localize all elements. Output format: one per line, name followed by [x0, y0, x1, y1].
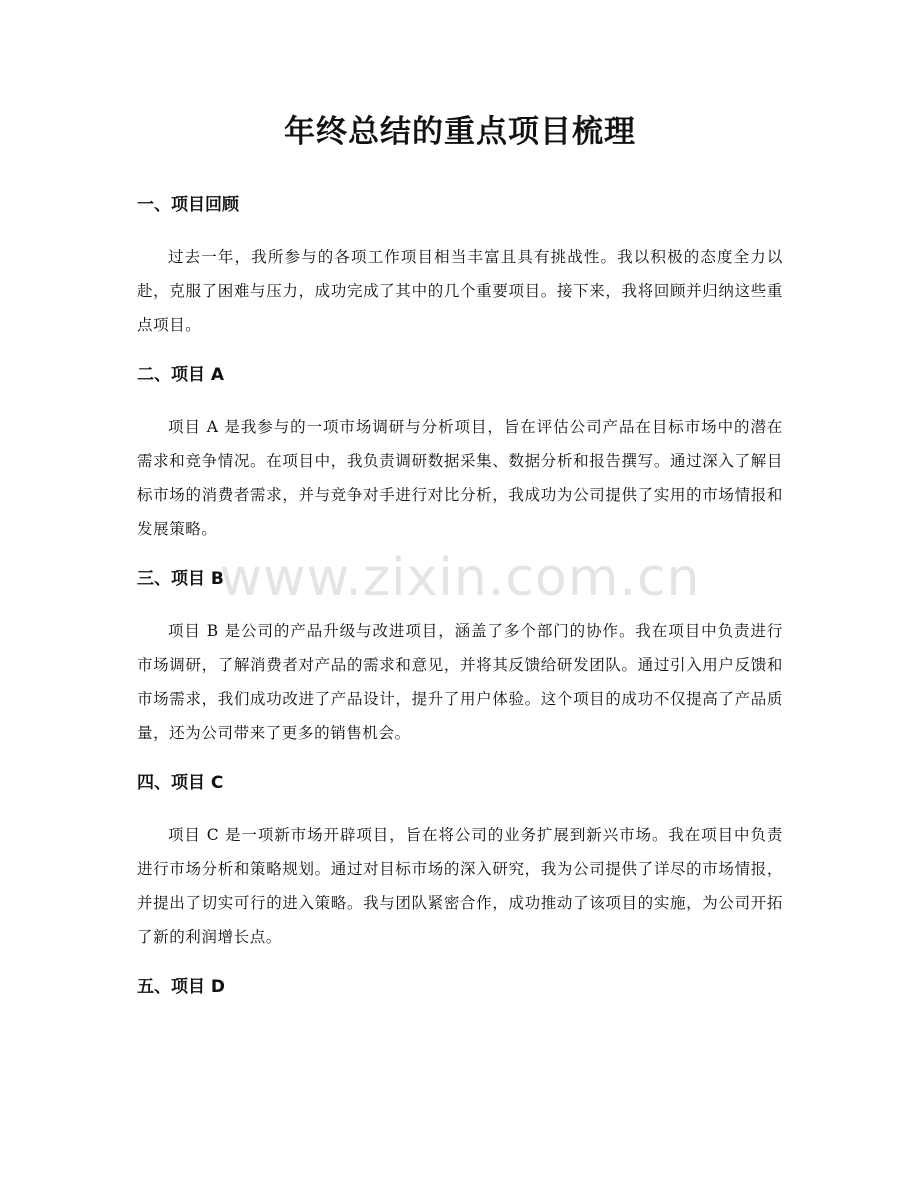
section-heading: 一、项目回顾: [137, 195, 239, 215]
section-project-d: [137, 974, 783, 1000]
document-title: 年终总结的重点项目梳理: [284, 114, 636, 150]
section-project-review: [137, 192, 783, 342]
section-heading: 五、项目 D: [137, 977, 226, 997]
section-heading: 二、项目 A: [137, 365, 225, 385]
section-heading: 三、项目 B: [137, 569, 224, 589]
section-paragraph: 过去一年，我所参与的各项工作项目相当丰富且具有挑战性。我以积极的态度全力以赴，克服了困难与压力，成功完成了其中的几个重要项目。接下来，我将回顾并归纳这些重点项目。: [137, 248, 783, 334]
section-project-a: [137, 362, 783, 546]
section-paragraph: 项目 A 是我参与的一项市场调研与分析项目，旨在评估公司产品在目标市场中的潜在需求和竞争情况。在项目中，我负责调研数据采集、数据分析和报告撰写。通过深入了解目标市场的消费者需求，并与竞争对手进行对比分析，我成功为公司提供了实用的市场情报和发展策略。: [137, 418, 783, 538]
section-paragraph: 项目 B 是公司的产品升级与改进项目，涵盖了多个部门的协作。我在项目中负责进行市场调研，了解消费者对产品的需求和意见，并将其反馈给研发团队。通过引入用户反馈和市场需求，我们成功改进了产品设计，提升了用户体验。这个项目的成功不仅提高了产品质量，还为公司带来了更多的销售机会。: [137, 622, 783, 742]
watermark-text: www.zixin.com.cn: [219, 548, 701, 608]
section-project-b: [137, 566, 783, 750]
section-heading: 四、项目 C: [137, 773, 224, 793]
section-project-c: [137, 770, 783, 954]
section-paragraph: 项目 C 是一项新市场开辟项目，旨在将公司的业务扩展到新兴市场。我在项目中负责进行市场分析和策略规划。通过对目标市场的深入研究，我为公司提供了详尽的市场情报，并提出了切实可行的进入策略。我与团队紧密合作，成功推动了该项目的实施，为公司开拓了新的利润增长点。: [137, 826, 783, 946]
